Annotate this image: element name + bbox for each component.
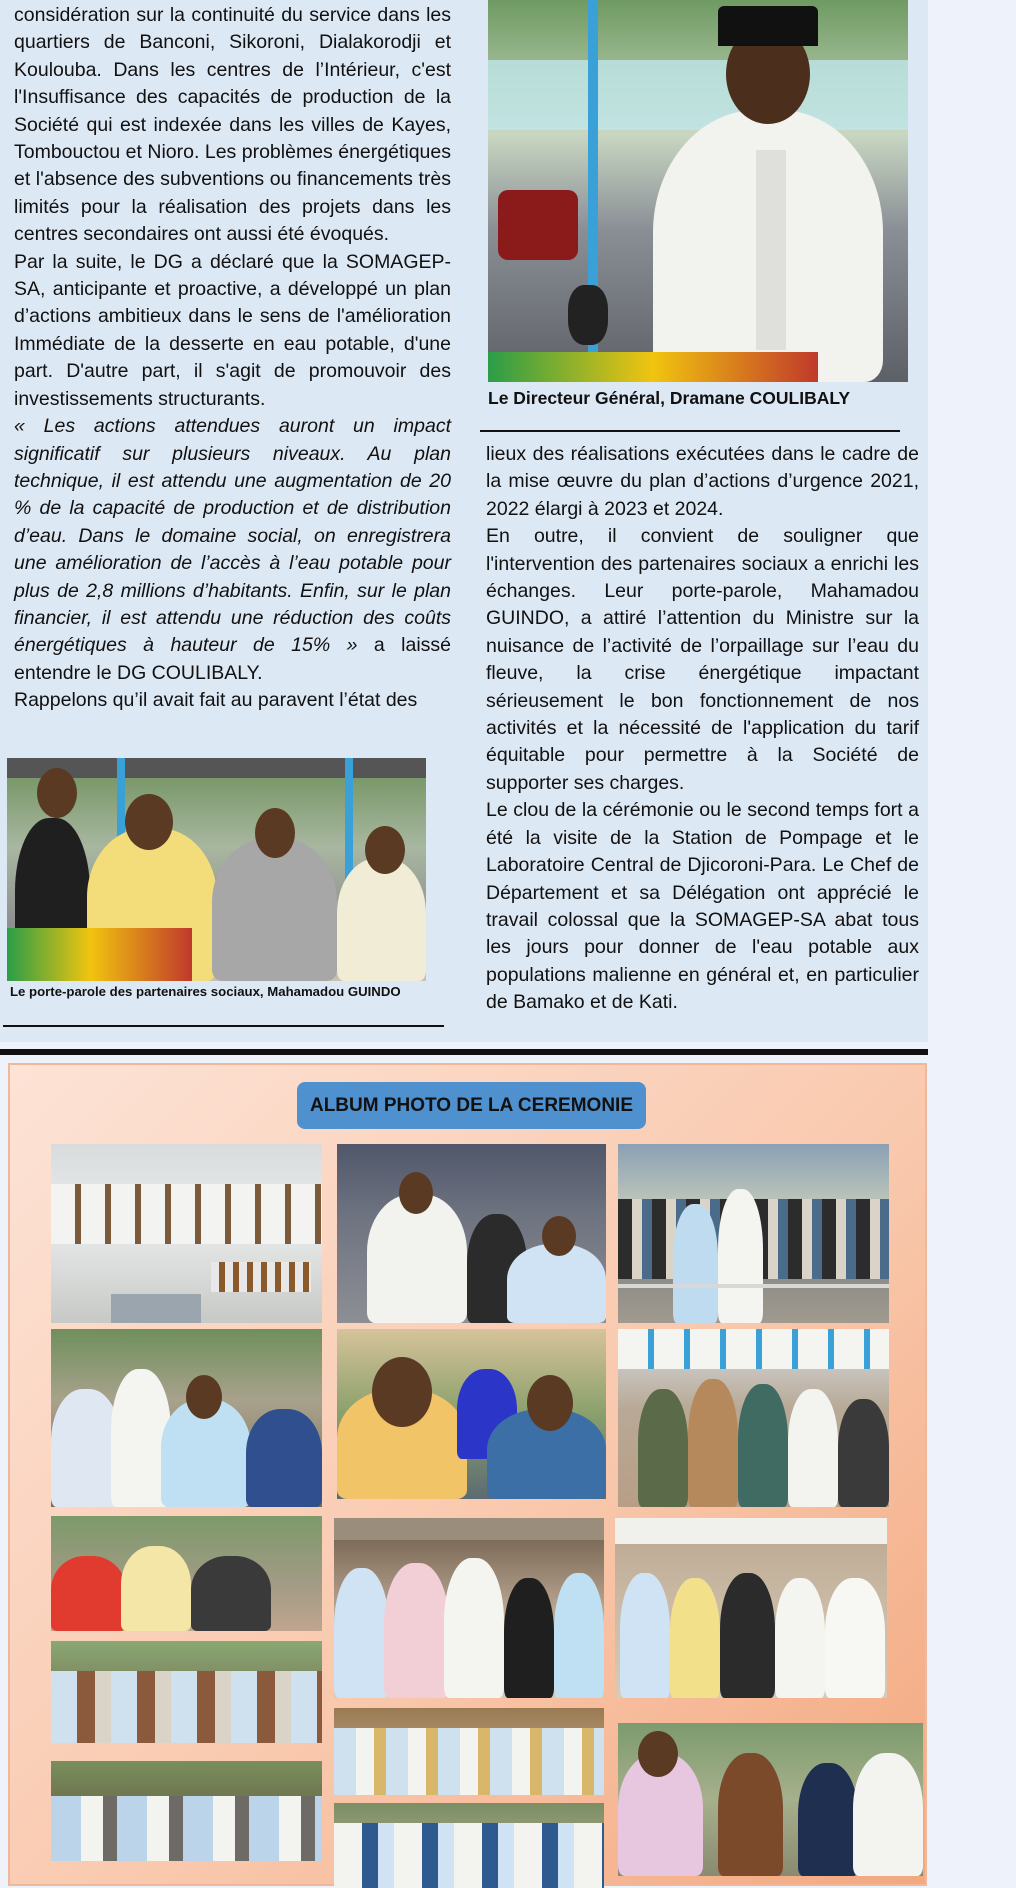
article-paragraph: considération sur la continuité du service dans les quartiers de Banconi, Sikoroni, Dialakorodji et Koulouba. Dans les centres de l’Intérieur, c'est l'Insuffisance des capacités de production de la Société qui est indexée dans les villes de Kayes, Tombouctou et Nioro. Les problèmes énergétiques et l'absence des subventions ou financements très limités pour la réalisation des projets dans les centres secondaires ont aussi été évoqués. <box>14 4 451 246</box>
caption-divider <box>3 1025 444 1027</box>
section-divider <box>0 1049 928 1055</box>
album-photo <box>51 1761 322 1861</box>
article-paragraph: Rappelons qu’il avait fait au paravent l’état des <box>14 689 418 712</box>
album-photo <box>51 1329 322 1507</box>
album-photo <box>51 1641 322 1743</box>
guindo-photo <box>7 758 426 981</box>
album-photo <box>51 1516 322 1631</box>
article-paragraph: En outre, il convient de souligner que l'intervention des partenaires sociaux a enrichi les échanges. Leur porte-parole, Mahamadou GUINDO, a attiré l’attention du Ministre sur la nuisance de l’activité de l’orpaillage sur l’eau du fleuve, la crise énergétique impactant sérieusement le bon fonctionnement de nos activités et la nécessité de l'application du tarif équitable pour permettre à la Société de supporter ses charges. <box>486 525 919 794</box>
quote-attribution: a laissé entendre le DG COULIBALY. <box>14 634 451 684</box>
dg-photo <box>488 0 908 382</box>
album-photo <box>615 1518 887 1698</box>
dg-photo-caption: Le Directeur Général, Dramane COULIBALY <box>488 388 851 408</box>
album-photo <box>337 1144 606 1323</box>
article-paragraph <box>14 413 451 687</box>
album-photo <box>618 1329 889 1507</box>
album-title: ALBUM PHOTO DE LA CEREMONIE <box>297 1082 646 1129</box>
album-photo <box>51 1144 322 1323</box>
guindo-photo-caption: Le porte-parole des partenaires sociaux, Mahamadou GUINDO <box>10 984 401 999</box>
album-photo <box>618 1144 889 1323</box>
photo-album <box>8 1063 927 1886</box>
article-paragraph: lieux des réalisations exécutées dans le cadre de la mise œuvre du plan d’actions d’urgence 2021, 2022 élargi à 2023 et 2024. <box>486 443 919 520</box>
album-photo <box>337 1329 606 1499</box>
album-photo <box>618 1723 923 1876</box>
album-photo <box>334 1518 604 1698</box>
article-paragraph: Le clou de la cérémonie ou le second temps fort a été la visite de la Station de Pompage et le Laboratoire Central de Djicoroni-Para. Le Chef de Département et sa Délégation ont apprécié le travail colossal que la SOMAGEP-SA abat tous les jours pour donner de l'eau potable aux populations malienne en général et, en particulier de Bamako et de Kati. <box>486 799 919 1014</box>
caption-divider <box>480 430 900 432</box>
album-photo <box>334 1803 604 1888</box>
article-left-column <box>14 2 451 715</box>
article-right-column <box>486 441 919 1017</box>
dg-quote: « Les actions attendues auront un impact significatif sur plusieurs niveaux. Au plan technique, il est attendu une augmentation de 20 % de la capacité de production et de distribution d’eau. Dans le domaine social, on enregistrera une amélioration de l’accès à l’eau potable pour plus de 2,8 millions d’habitants. Enfin, sur le plan financier, il est attendu une réduction des coûts énergétiques à hauteur de 15% » <box>14 415 451 657</box>
album-photo <box>334 1708 604 1795</box>
article-paragraph: Par la suite, le DG a déclaré que la SOMAGEP-SA, anticipante et proactive, a développé un plan d’actions ambitieux dans le sens de l'amélioration Immédiate de la desserte en eau potable, d'une part. D'autre part, il s'agit de promouvoir des investissements structurants. <box>14 250 451 410</box>
